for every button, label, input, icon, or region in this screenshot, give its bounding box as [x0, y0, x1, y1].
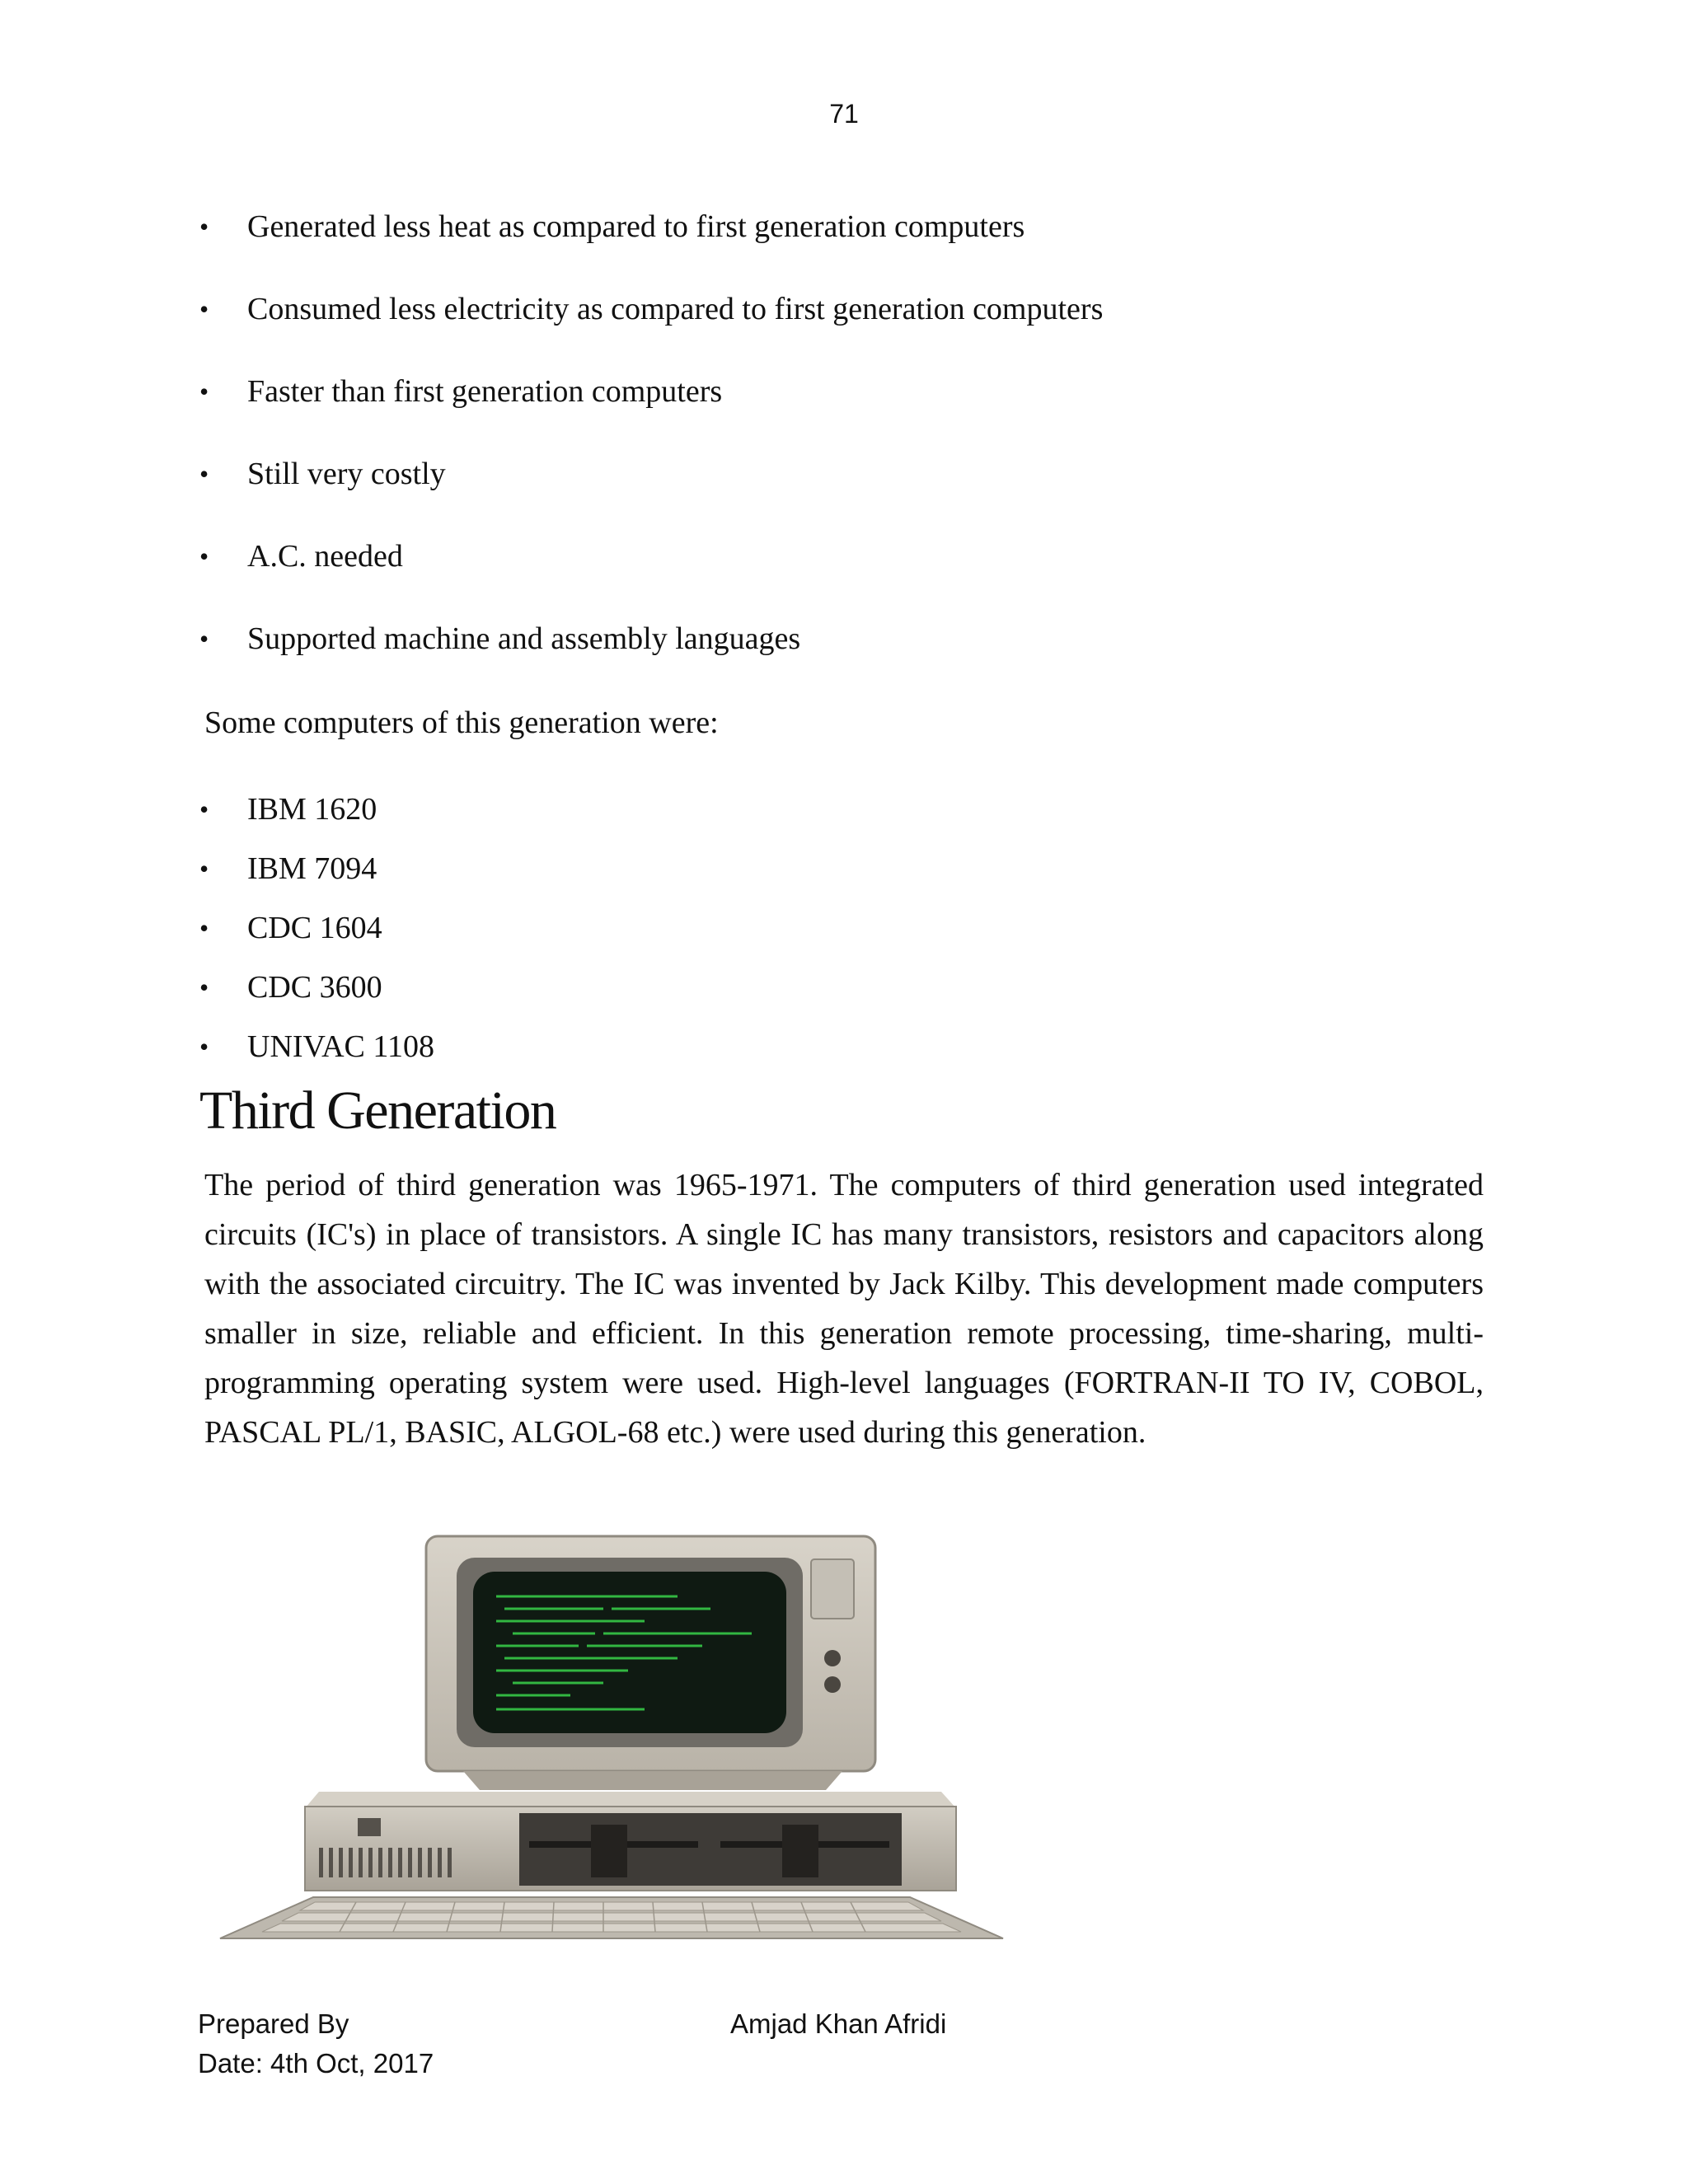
list-item: • IBM 7094	[247, 851, 434, 887]
knob-icon	[824, 1650, 841, 1666]
list-item: • Generated less heat as compared to first generation computers	[247, 209, 1103, 245]
body-paragraph: The period of third generation was 1965-1971. The computers of third generation used integrated circuits (IC's) in place of transistors. A single IC has many transistors, resistors and capacitors along with the associated circuitry. The IC was invented by Jack Kilby. This development made computers smaller in size, reliable and efficient. In this generation remote processing, time-sharing, multi-programming operating system were used. High-level languages (FORTRAN-II TO IV, COBOL, PASCAL PL/1, BASIC, ALGOL-68 etc.) were used during this generation.	[204, 1168, 1484, 1450]
list-item: • UNIVAC 1108	[247, 1029, 434, 1065]
list-item: • Consumed less electricity as compared to first generation computers	[247, 291, 1103, 327]
list-item: • Still very costly	[247, 456, 1103, 492]
advantages-list	[247, 209, 1103, 703]
list-item: • Faster than first generation computers	[247, 373, 1103, 410]
list-item: • CDC 1604	[247, 910, 434, 946]
page-number: 71	[829, 99, 859, 129]
prepared-by-label: Prepared By	[198, 2008, 349, 2039]
footer	[198, 2004, 434, 2083]
list-item: • IBM 1620	[247, 791, 434, 827]
computers-intro: Some computers of this generation were:	[204, 705, 719, 740]
list-item: • Supported machine and assembly languages	[247, 621, 1103, 657]
list-item: • CDC 3600	[247, 969, 434, 1005]
computers-list	[247, 791, 434, 1088]
logo-badge	[358, 1818, 381, 1836]
section-title: Third Generation	[199, 1080, 556, 1141]
knob-icon	[824, 1676, 841, 1693]
personal-computer-illustration	[216, 1535, 1007, 1947]
author-name: Amjad Khan Afridi	[730, 2008, 947, 2039]
date-label: Date: 4th Oct, 2017	[198, 2048, 434, 2079]
keyboard	[220, 1897, 1003, 1938]
monitor	[426, 1536, 875, 1790]
system-unit	[305, 1792, 956, 1891]
list-item: • A.C. needed	[247, 538, 1103, 574]
